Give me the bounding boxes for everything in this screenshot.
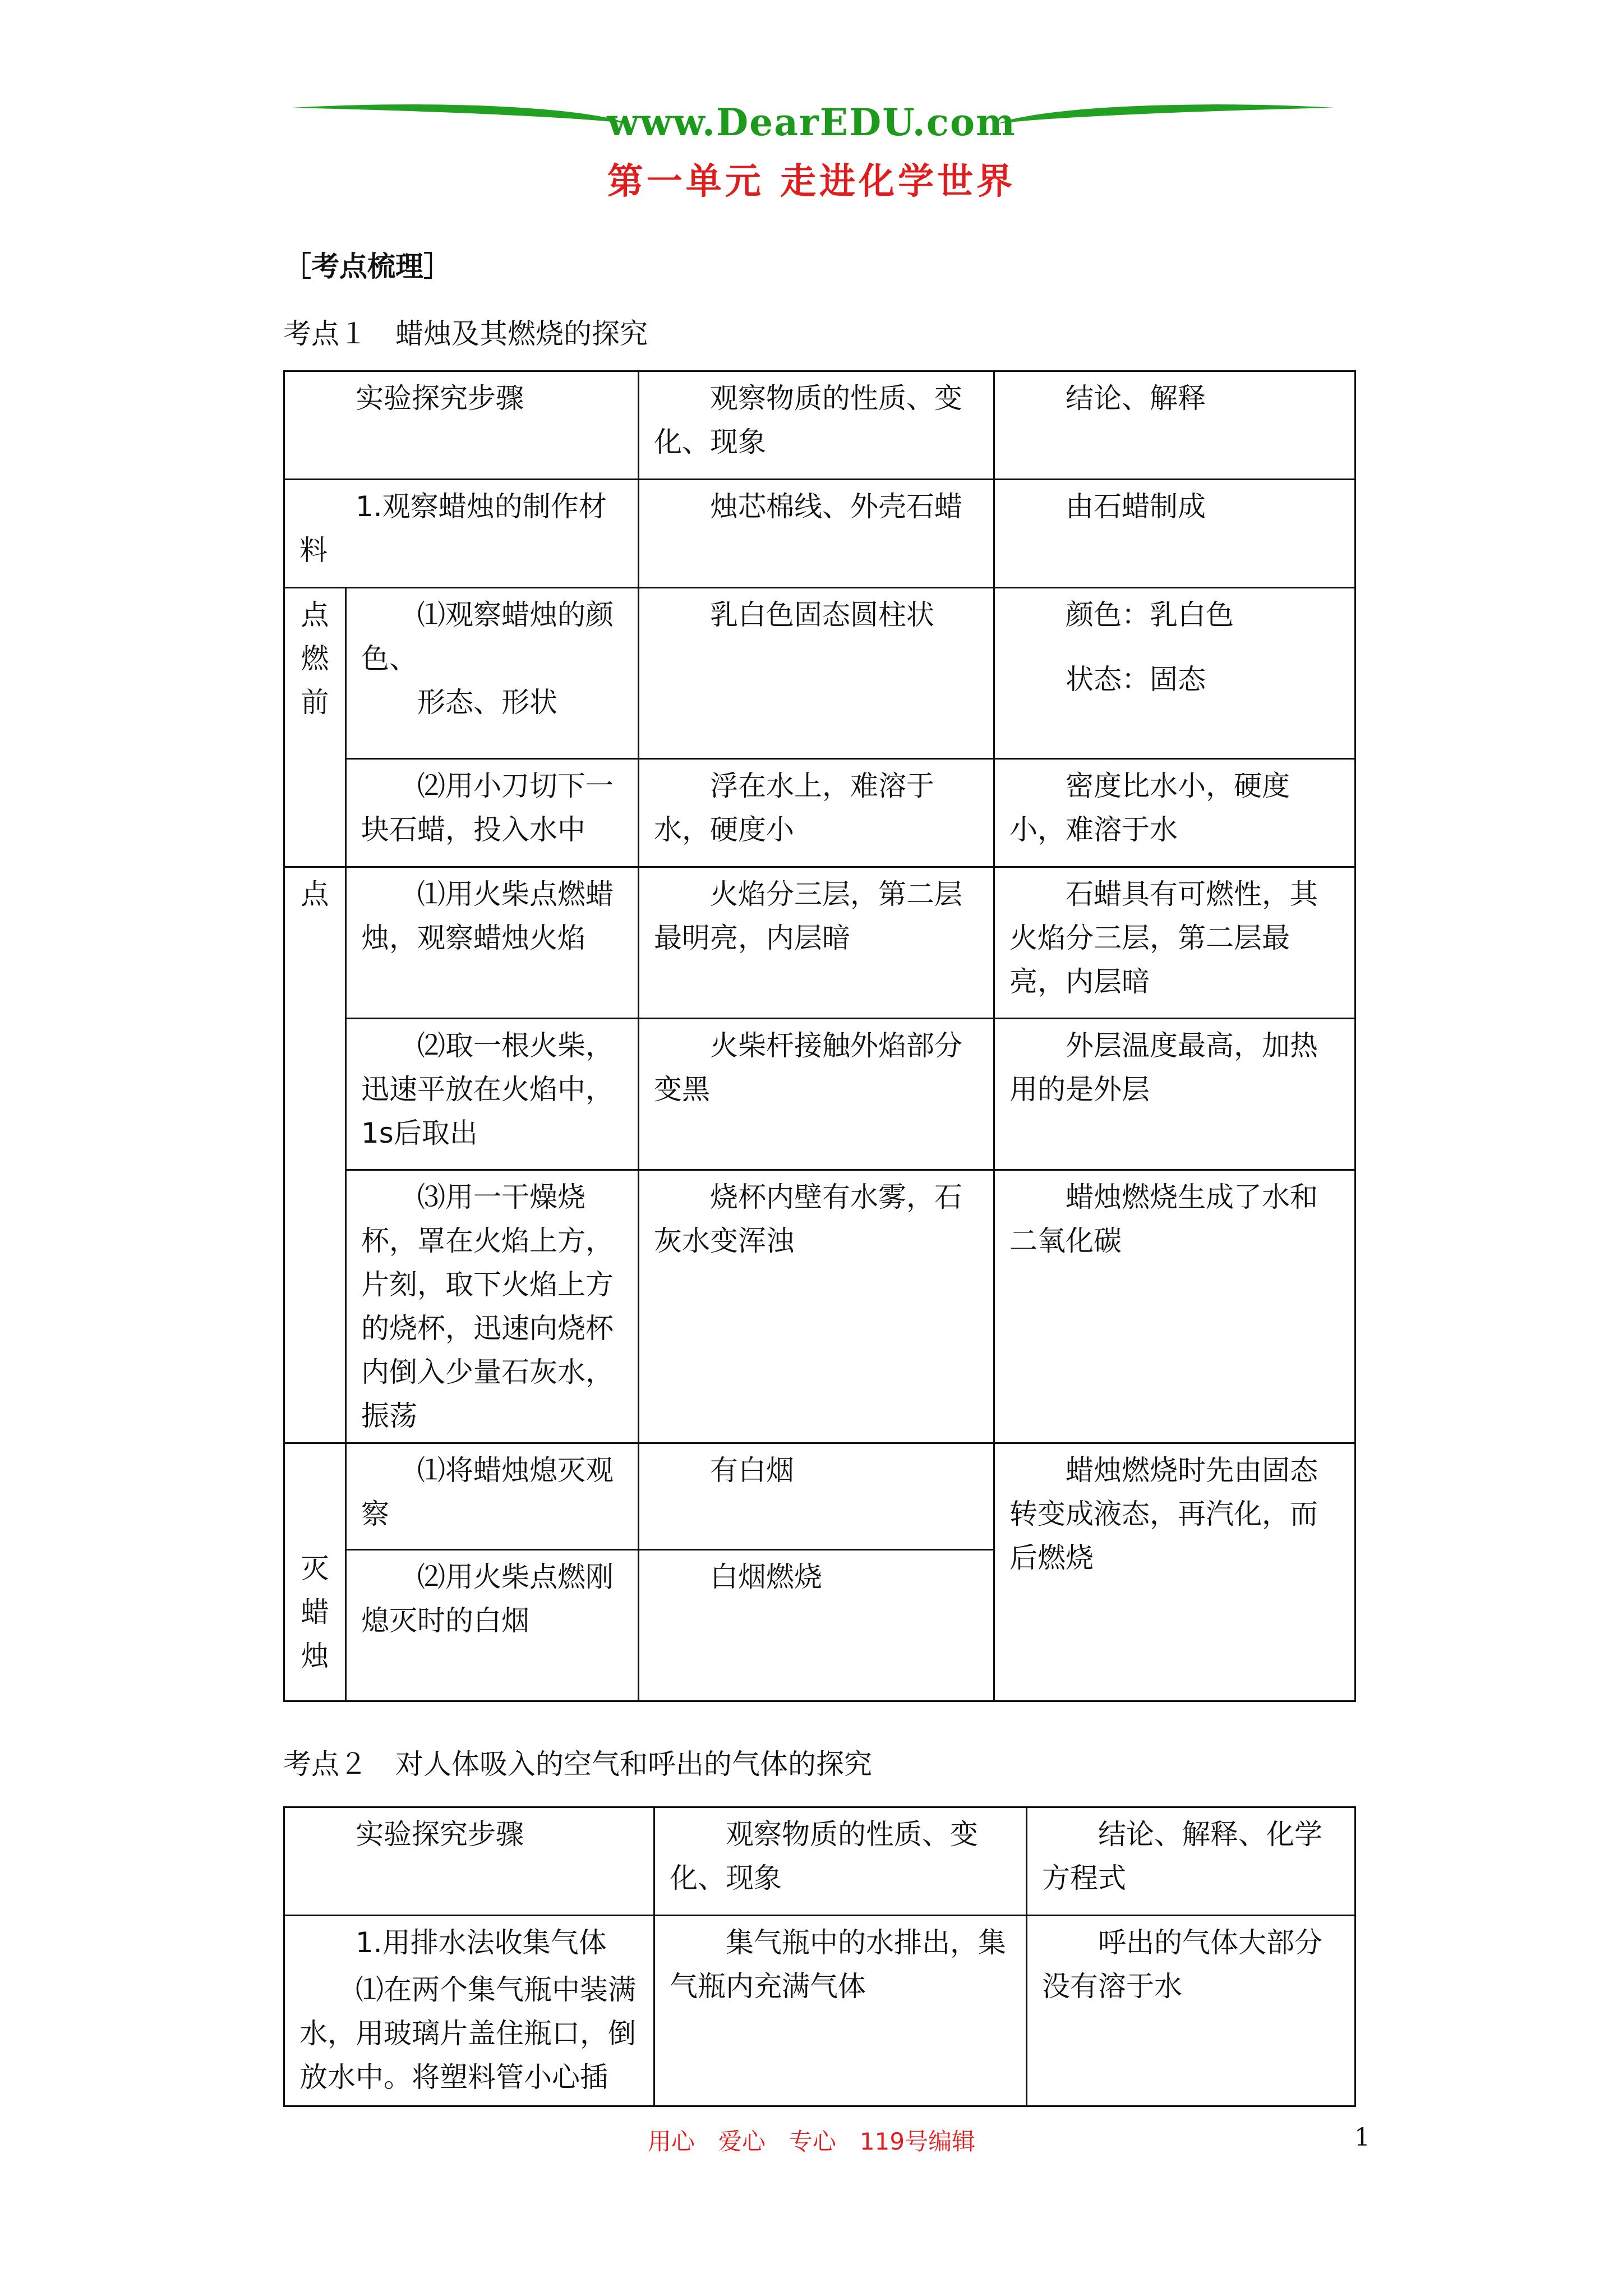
group-label-burn: 点 bbox=[284, 867, 346, 1443]
table-row bbox=[284, 1916, 1355, 2106]
table-row bbox=[284, 480, 1355, 588]
topic2-title: 考点２ 对人体吸入的空气和呼出的气体的探究 bbox=[283, 1748, 872, 1780]
table-row bbox=[284, 1019, 1355, 1170]
table-row bbox=[284, 588, 1355, 759]
conclusion-cell: 由石蜡制成 bbox=[994, 480, 1355, 588]
observation-cell: 火柴杆接触外焰部分变黑 bbox=[639, 1019, 994, 1170]
step-cell: ⑴用火柴点燃蜡烛，观察蜡烛火焰 bbox=[346, 867, 639, 1019]
conclusion-cell: 呼出的气体大部分没有溶于水 bbox=[1027, 1916, 1355, 2106]
table-row bbox=[284, 867, 1355, 1019]
table-header-row bbox=[284, 1807, 1355, 1916]
topic1-title: 考点１ 蜡烛及其燃烧的探究 bbox=[283, 318, 648, 350]
conclusion-cell: 颜色：乳白色 状态：固态 bbox=[994, 588, 1355, 759]
footer-text: 用心 爱心 专心 119号编辑 bbox=[647, 2128, 976, 2155]
conclusion-cell: 蜡烛燃烧时先由固态转变成液态，再汽化，而后燃烧 bbox=[994, 1443, 1355, 1701]
table-row bbox=[284, 1170, 1355, 1443]
conclusion-cell: 外层温度最高，加热用的是外层 bbox=[994, 1019, 1355, 1170]
observation-cell: 有白烟 bbox=[639, 1443, 994, 1550]
step-cell: ⑴观察蜡烛的颜色、 形态、形状 bbox=[346, 588, 639, 759]
header-cell: 观察物质的性质、变化、现象 bbox=[639, 371, 994, 480]
observation-cell: 烧杯内壁有水雾，石灰水变浑浊 bbox=[639, 1170, 994, 1443]
conclusion-cell: 密度比水小，硬度小，难溶于水 bbox=[994, 759, 1355, 867]
observation-cell: 火焰分三层，第二层最明亮，内层暗 bbox=[639, 867, 994, 1019]
site-logo[interactable]: www.DearEDU.com bbox=[607, 100, 1016, 144]
step-cell: ⑶用一干燥烧杯，罩在火焰上方，片刻，取下火焰上方的烧杯，迅速向烧杯内倒入少量石灰水，振荡 bbox=[346, 1170, 639, 1443]
header-cell: 实验探究步骤 bbox=[284, 1807, 654, 1916]
unit-title: 第一单元 走进化学世界 bbox=[607, 161, 1016, 203]
conclusion-cell: 石蜡具有可燃性，其火焰分三层，第二层最亮，内层暗 bbox=[994, 867, 1355, 1019]
group-label-before: 点燃前 bbox=[284, 588, 346, 867]
step-cell: 1.用排水法收集气体 ⑴在两个集气瓶中装满水，用玻璃片盖住瓶口，倒放水中。将塑料管小心插 bbox=[284, 1916, 654, 2106]
header-cell: 结论、解释、化学方程式 bbox=[1027, 1807, 1355, 1916]
step-cell: ⑵取一根火柴，迅速平放在火焰中，1s后取出 bbox=[346, 1019, 639, 1170]
observation-cell: 乳白色固态圆柱状 bbox=[639, 588, 994, 759]
step-cell: ⑵用小刀切下一块石蜡，投入水中 bbox=[346, 759, 639, 867]
topic1-table bbox=[283, 370, 1356, 1702]
observation-cell: 烛芯棉线、外壳石蜡 bbox=[639, 480, 994, 588]
page-number: 1 bbox=[1354, 2123, 1370, 2152]
step-cell: ⑴将蜡烛熄灭观察 bbox=[346, 1443, 639, 1550]
topic2-table bbox=[283, 1806, 1356, 2107]
group-label-out: 灭蜡烛 bbox=[284, 1443, 346, 1701]
header-cell: 实验探究步骤 bbox=[284, 371, 639, 480]
table-row bbox=[284, 759, 1355, 867]
header-cell: 结论、解释 bbox=[994, 371, 1355, 480]
section-heading: ［考点梳理］ bbox=[283, 250, 451, 283]
step-cell: ⑵用火柴点燃刚熄灭时的白烟 bbox=[346, 1550, 639, 1701]
table-header-row bbox=[284, 371, 1355, 480]
conclusion-cell: 蜡烛燃烧生成了水和二氧化碳 bbox=[994, 1170, 1355, 1443]
observation-cell: 集气瓶中的水排出，集气瓶内充满气体 bbox=[654, 1916, 1027, 2106]
table-row bbox=[284, 1443, 1355, 1550]
header-cell: 观察物质的性质、变化、现象 bbox=[654, 1807, 1027, 1916]
step-cell: 1.观察蜡烛的制作材料 bbox=[284, 480, 639, 588]
observation-cell: 白烟燃烧 bbox=[639, 1550, 994, 1701]
observation-cell: 浮在水上，难溶于水，硬度小 bbox=[639, 759, 994, 867]
